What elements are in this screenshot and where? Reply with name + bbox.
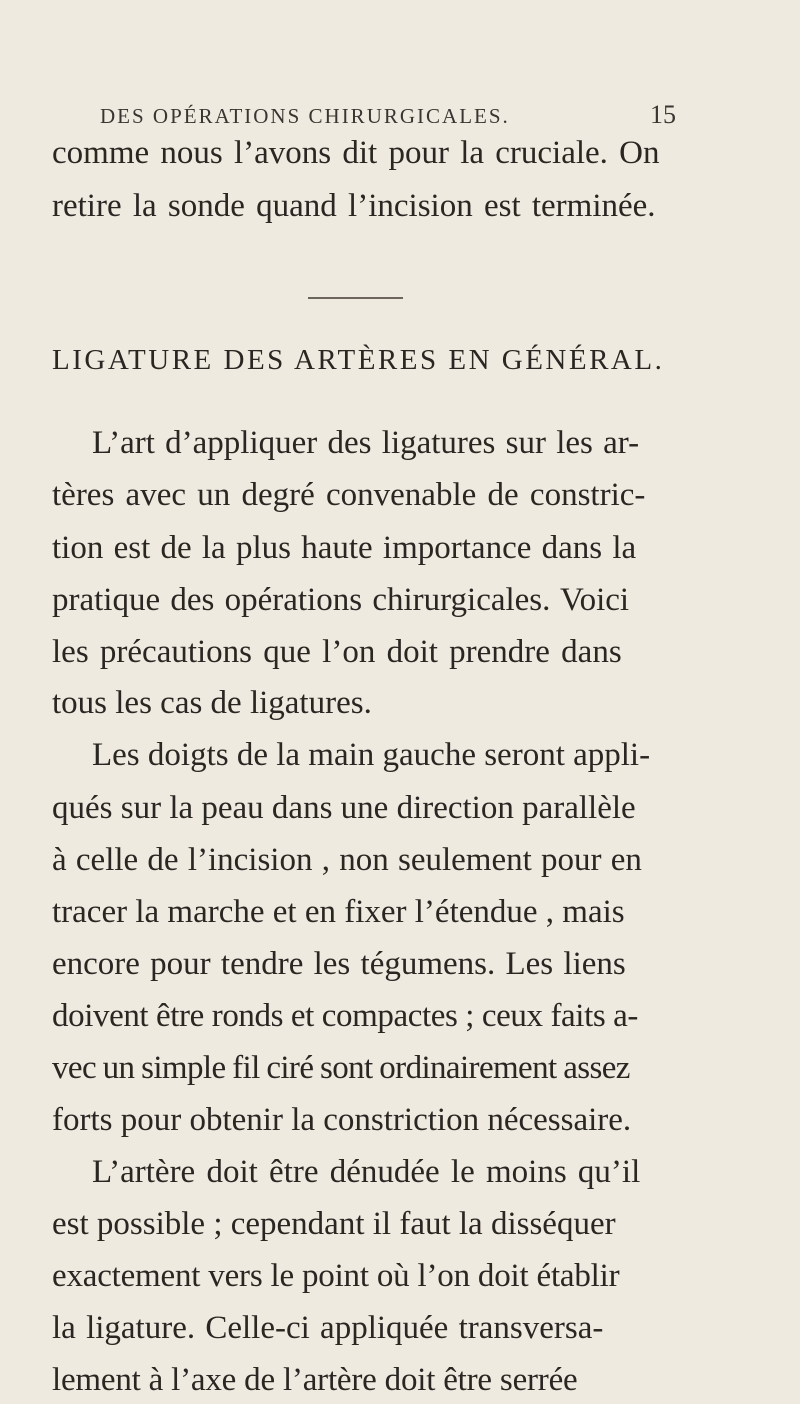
- text-line: doivent être ronds et compactes ; ceux faits a-: [52, 998, 638, 1034]
- text-line: tous les cas de ligatures.: [52, 685, 372, 721]
- running-head: DES OPÉRATIONS CHIRURGICALES.: [100, 104, 510, 128]
- text-line: comme nous l’avons dit pour la cruciale. On: [52, 135, 660, 171]
- text-line: les précautions que l’on doit prendre dans: [52, 634, 622, 670]
- text-line: forts pour obtenir la constriction nécessaire.: [52, 1102, 632, 1138]
- section-heading: LIGATURE DES ARTÈRES EN GÉNÉRAL.: [52, 344, 665, 376]
- text-line: retire la sonde quand l’incision est terminée.: [52, 188, 656, 224]
- text-line: encore pour tendre les tégumens. Les liens: [52, 946, 626, 982]
- text-line: Les doigts de la main gauche seront appli-: [92, 737, 651, 773]
- text-line: lement à l’axe de l’artère doit être serrée: [52, 1362, 578, 1398]
- text-line: tères avec un degré convenable de constric-: [52, 477, 646, 513]
- text-line: la ligature. Celle-ci appliquée transversa-: [52, 1310, 604, 1346]
- section-divider: [308, 297, 403, 299]
- text-line: L’artère doit être dénudée le moins qu’il: [92, 1154, 641, 1190]
- text-line: L’art d’appliquer des ligatures sur les ar-: [92, 425, 640, 461]
- text-line: à celle de l’incision , non seulement pour en: [52, 842, 642, 878]
- text-line: pratique des opérations chirurgicales. Voici: [52, 582, 630, 618]
- text-line: vec un simple fil ciré sont ordinairement assez: [52, 1050, 630, 1086]
- text-line: tracer la marche et en fixer l’étendue , mais: [52, 894, 625, 930]
- text-line: exactement vers le point où l’on doit établir: [52, 1258, 620, 1294]
- text-line: est possible ; cependant il faut la disséquer: [52, 1206, 616, 1242]
- page-number: 15: [650, 100, 676, 129]
- text-line: tion est de la plus haute importance dans la: [52, 530, 637, 566]
- text-line: qués sur la peau dans une direction parallèle: [52, 790, 636, 826]
